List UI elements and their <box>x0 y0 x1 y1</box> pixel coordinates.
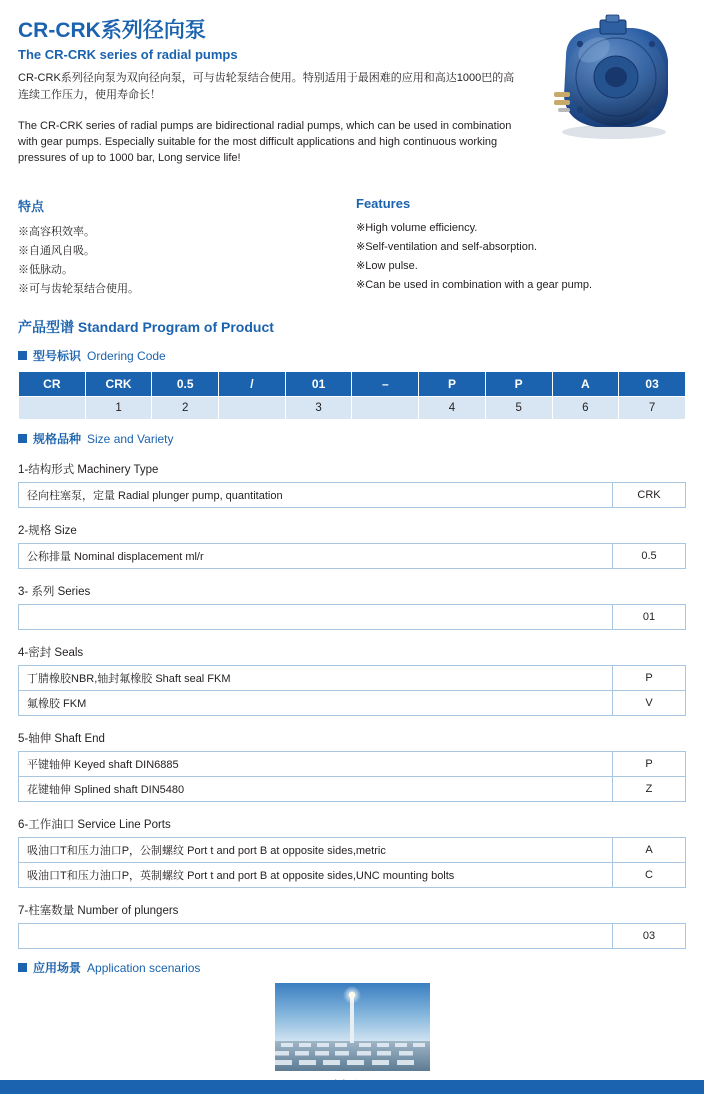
square-bullet-icon <box>18 434 27 443</box>
solar-thermal-tower-photo <box>275 983 430 1071</box>
variety-code-cell: A <box>613 838 686 863</box>
table-row <box>19 777 686 802</box>
ordering-code-heading-cn: 型号标识 <box>33 349 82 363</box>
ordering-index-cell: 1 <box>85 397 152 420</box>
radial-pump-photo <box>536 14 686 144</box>
ordering-index-cell: 6 <box>552 397 619 420</box>
page-title-en: The CR-CRK series of radial pumps <box>18 47 238 62</box>
ordering-head-cell: P <box>419 372 486 397</box>
variety-code-cell: 0.5 <box>613 544 686 569</box>
variety-group-label: 5-轴伸 Shaft End <box>18 733 105 745</box>
feature-item: ※Low pulse. <box>356 260 418 272</box>
variety-table <box>18 482 686 508</box>
bottom-accent-bar <box>0 1080 704 1094</box>
feature-item: ※Self-ventilation and self-absorption. <box>356 241 538 253</box>
variety-group-label: 2-规格 Size <box>18 525 77 537</box>
ordering-index-cell: 7 <box>619 397 686 420</box>
features-heading-en: Features <box>356 196 411 211</box>
variety-desc-cell <box>19 605 613 630</box>
ordering-head-cell: / <box>219 372 286 397</box>
ordering-head-cell: 03 <box>619 372 686 397</box>
feature-item: ※低脉动。 <box>18 264 73 276</box>
variety-group-label: 7-柱塞数量 Number of plungers <box>18 905 179 917</box>
table-row <box>19 666 686 691</box>
feature-item: ※高容积效率。 <box>18 226 95 238</box>
variety-desc-cell: 径向柱塞泵，定量 Radial plunger pump, quantitation <box>19 483 613 508</box>
ordering-code-heading <box>18 347 686 364</box>
ordering-index-cell <box>219 397 286 420</box>
table-row <box>19 544 686 569</box>
variety-table <box>18 923 686 949</box>
header <box>18 0 686 174</box>
ordering-code-heading-en: Ordering Code <box>87 348 166 363</box>
variety-group-label: 3- 系列 Series <box>18 586 91 598</box>
page-title-cn: CR-CRK系列径向泵 <box>18 19 206 42</box>
ordering-head-cell: 0.5 <box>152 372 219 397</box>
table-row <box>19 863 686 888</box>
table-row <box>19 752 686 777</box>
feature-item: ※High volume efficiency. <box>356 222 478 234</box>
table-row <box>19 483 686 508</box>
application-heading-cn: 应用场景 <box>33 961 82 975</box>
application-scenarios-section <box>18 983 686 1093</box>
ordering-index-cell: 3 <box>285 397 352 420</box>
ordering-index-cell: 4 <box>419 397 486 420</box>
ordering-head-cell: 01 <box>285 372 352 397</box>
variety-desc-cell: 丁腈橡胶NBR,轴封氟橡胶 Shaft seal FKM <box>19 666 613 691</box>
intro-paragraph-en: The CR-CRK series of radial pumps are bidirectional radial pumps, which can be used in combination with gear pumps. Especially suitable for the most difficult applications and high continuous working pressures of up to 1000 bar, Long service life! <box>18 120 512 164</box>
variety-table <box>18 751 686 802</box>
feature-item: ※可与齿轮泵结合使用。 <box>18 283 139 295</box>
variety-code-cell: V <box>613 691 686 716</box>
ordering-head-cell: P <box>485 372 552 397</box>
table-row <box>19 691 686 716</box>
variety-code-cell: C <box>613 863 686 888</box>
variety-code-cell: 03 <box>613 924 686 949</box>
ordering-index-cell: 5 <box>485 397 552 420</box>
feature-item: ※Can be used in combination with a gear pump. <box>356 279 593 291</box>
variety-desc-cell: 平键轴伸 Keyed shaft DIN6885 <box>19 752 613 777</box>
variety-desc-cell: 氟橡胶 FKM <box>19 691 613 716</box>
variety-code-cell: P <box>613 752 686 777</box>
features-heading-cn: 特点 <box>18 199 45 214</box>
ordering-head-cell: CRK <box>85 372 152 397</box>
variety-table <box>18 543 686 569</box>
standard-program-title: 产品型谱 Standard Program of Product <box>18 319 274 335</box>
table-row-header <box>19 372 686 397</box>
variety-code-cell: Z <box>613 777 686 802</box>
variety-desc-cell <box>19 924 613 949</box>
ordering-index-cell <box>352 397 419 420</box>
variety-desc-cell: 吸油口T和压力油口P，公制螺纹 Port t and port B at opposite sides,metric <box>19 838 613 863</box>
variety-code-cell: P <box>613 666 686 691</box>
features-column-cn <box>18 196 348 299</box>
variety-table <box>18 837 686 888</box>
application-scenarios-heading <box>18 959 686 976</box>
table-row <box>19 924 686 949</box>
table-row <box>19 838 686 863</box>
ordering-head-cell: A <box>552 372 619 397</box>
application-heading-en: Application scenarios <box>87 960 201 975</box>
ordering-index-cell <box>19 397 86 420</box>
variety-code-cell: CRK <box>613 483 686 508</box>
variety-group-label: 4-密封 Seals <box>18 647 84 659</box>
size-variety-heading <box>18 430 686 447</box>
ordering-code-table <box>18 371 686 420</box>
size-variety-heading-en: Size and Variety <box>87 431 174 446</box>
features-column-en <box>348 196 686 299</box>
variety-table <box>18 665 686 716</box>
feature-item: ※自通风自吸。 <box>18 245 95 257</box>
ordering-head-cell: CR <box>19 372 86 397</box>
variety-desc-cell: 花键轴伸 Splined shaft DIN5480 <box>19 777 613 802</box>
variety-group-label: 6-工作油口 Service Line Ports <box>18 819 171 831</box>
variety-desc-cell: 吸油口T和压力油口P，英制螺纹 Port t and port B at opposite sides,UNC mounting bolts <box>19 863 613 888</box>
size-variety-heading-cn: 规格品种 <box>33 432 82 446</box>
ordering-head-cell: – <box>352 372 419 397</box>
variety-table <box>18 604 686 630</box>
table-row <box>19 605 686 630</box>
variety-desc-cell: 公称排量 Nominal displacement ml/r <box>19 544 613 569</box>
variety-code-cell: 01 <box>613 605 686 630</box>
square-bullet-icon <box>18 963 27 972</box>
ordering-index-cell: 2 <box>152 397 219 420</box>
variety-group-label: 1-结构形式 Machinery Type <box>18 464 159 476</box>
features-section <box>18 196 686 299</box>
table-row <box>19 397 686 420</box>
intro-paragraph-cn: CR-CRK系列径向泵为双向径向泵，可与齿轮泵结合使用。特别适用于最困难的应用和高达1000巴的高连续工作压力，使用寿命长！ <box>18 72 515 101</box>
square-bullet-icon <box>18 351 27 360</box>
